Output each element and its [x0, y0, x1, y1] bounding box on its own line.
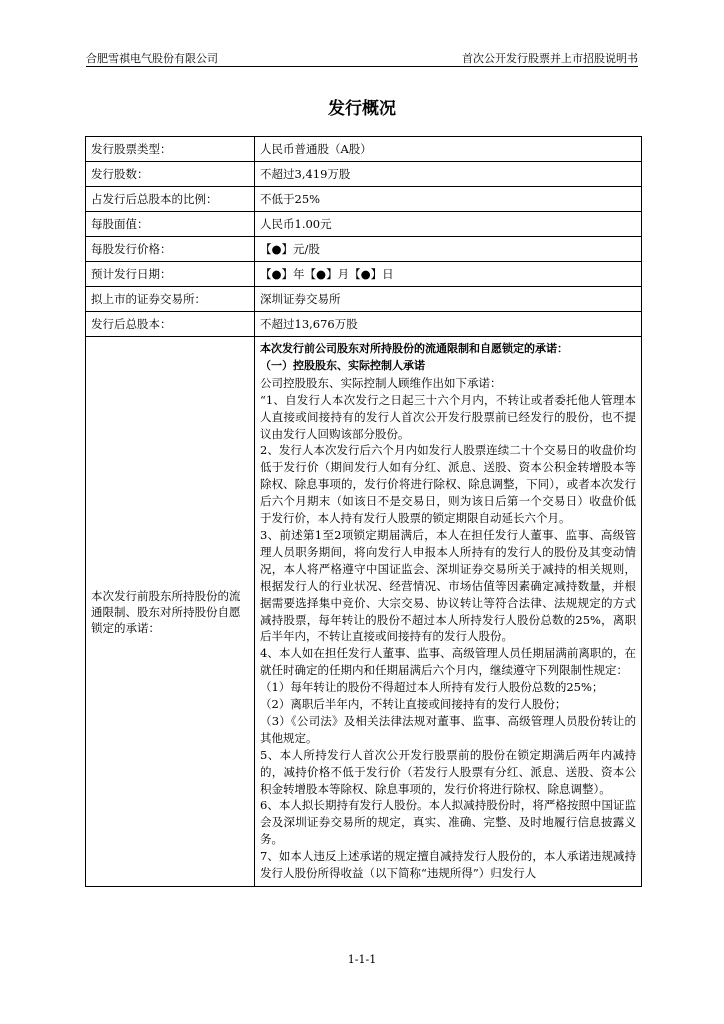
- commitment-paragraph: 3、前述第1至2项锁定期届满后，本人在担任发行人董事、监事、高级管理人员职务期间，将向发行人申报本人所持有的发行人的股份及其变动情况，本人将严格遵守中国证监会、深圳证券交易所关于减持的相关规则，根据发行人的行业状况、经营情况、市场估值等因素确定减持数量，并根据需要选择集中竞价、大宗交易、协议转让等符合法律、法规规定的方式减持股票，每年转让的股份不超过本人所持发行人股份总数的25%，离职后半年内，不转让直接或间接持有的发行人股份。: [260, 527, 636, 644]
- row-label: 拟上市的证券交易所：: [86, 287, 255, 312]
- row-value: 不低于25%: [255, 187, 642, 212]
- commitment-paragraph: 5、本人所持发行人首次公开发行股票前的股份在锁定期满后两年内减持的，减持价格不低于发行价（若发行人股票有分红、派息、送股、资本公积金转增股本等除权、除息事项的，发行价将进行除权、除息调整）。: [260, 747, 636, 796]
- row-label: 每股面值：: [86, 212, 255, 237]
- commitment-paragraph: 6、本人拟长期持有发行人股份。本人拟减持股份时，将严格按照中国证监会及深圳证券交易所的规定，真实、准确、完整、及时地履行信息披露义务。: [260, 798, 636, 847]
- row-label: 预计发行日期：: [86, 262, 255, 287]
- row-label: 发行股票类型：: [86, 137, 255, 162]
- commitment-paragraph: （1）每年转让的股份不得超过本人所持有发行人股份总数的25%；: [260, 680, 604, 695]
- table-row: [86, 137, 642, 162]
- row-label: 每股发行价格：: [86, 237, 255, 262]
- commitment-paragraph: 4、本人如在担任发行人董事、监事、高级管理人员任期届满前离职的，在就任时确定的任期内和任期届满后六个月内，继续遵守下列限制性规定：: [260, 646, 636, 678]
- row-label: 发行后总股本：: [86, 312, 255, 337]
- page-title: 发行概况: [328, 99, 396, 119]
- table-row: [86, 212, 642, 237]
- table-row: [86, 262, 642, 287]
- commitment-heading: 本次发行前公司股东对所持股份的流通限制和自愿锁定的承诺：: [260, 342, 568, 355]
- row-value: 人民币普通股（A股）: [255, 137, 642, 162]
- commitment-row: [86, 337, 642, 887]
- table-row: [86, 312, 642, 337]
- commitment-label: 本次发行前股东所持股份的流通限制、股东对所持股份自愿锁定的承诺：: [86, 337, 255, 887]
- header-document-title: 首次公开发行股票并上市招股说明书: [462, 52, 638, 65]
- commitment-paragraph: “1、自发行人本次发行之日起三十六个月内，不转让或者委托他人管理本人直接或间接持有的发行人首次公开发行股票前已经发行的股份，也不提议由发行人回购该部分股份。: [260, 392, 636, 441]
- table-row: [86, 187, 642, 212]
- row-value: 不超过13,676万股: [255, 312, 642, 337]
- row-value: 【●】年【●】月【●】日: [255, 262, 642, 287]
- row-value: 人民币1.00元: [255, 212, 642, 237]
- page-header: [86, 48, 638, 67]
- table-row: [86, 237, 642, 262]
- table-row: [86, 162, 642, 187]
- commitment-paragraph: （2）离职后半年内，不转让直接或间接持有的发行人股份；: [260, 697, 567, 712]
- commitment-paragraph: 2、发行人本次发行后六个月内如发行人股票连续二十个交易日的收盘价均低于发行价（期间发行人如有分红、派息、送股、资本公积金转增股本等除权、除息事项的，发行价将进行除权、除息调整，下同），或者本次发行后六个月期末（如该日不是交易日，则为该日后第一个交易日）收盘价低于发行价，本人持有发行人股票的锁定期限自动延长六个月。: [260, 443, 636, 526]
- row-value: 深圳证券交易所: [255, 287, 642, 312]
- header-company-name: 合肥雪祺电气股份有限公司: [86, 52, 218, 65]
- commitment-paragraph: （3）《公司法》及相关法律法规对董事、监事、高级管理人员股份转让的其他规定。: [260, 713, 636, 745]
- commitment-paragraph: 7、如本人违反上述承诺的规定擅自减持发行人股份的，本人承诺违规减持发行人股份所得收益（以下简称“违规所得”）归发行人: [260, 849, 636, 881]
- row-value: 不超过3,419万股: [255, 162, 642, 187]
- offering-overview-table: [85, 136, 642, 887]
- row-label: 占发行后总股本的比例：: [86, 187, 255, 212]
- row-value: 【●】元/股: [255, 237, 642, 262]
- row-label: 发行股数：: [86, 162, 255, 187]
- commitment-paragraph: 公司控股股东、实际控制人顾维作出如下承诺：: [260, 375, 502, 390]
- page-number: 1-1-1: [347, 953, 377, 966]
- commitment-content: [255, 337, 642, 887]
- commitment-subheading: （一）控股股东、实际控制人承诺: [260, 358, 425, 372]
- table-row: [86, 287, 642, 312]
